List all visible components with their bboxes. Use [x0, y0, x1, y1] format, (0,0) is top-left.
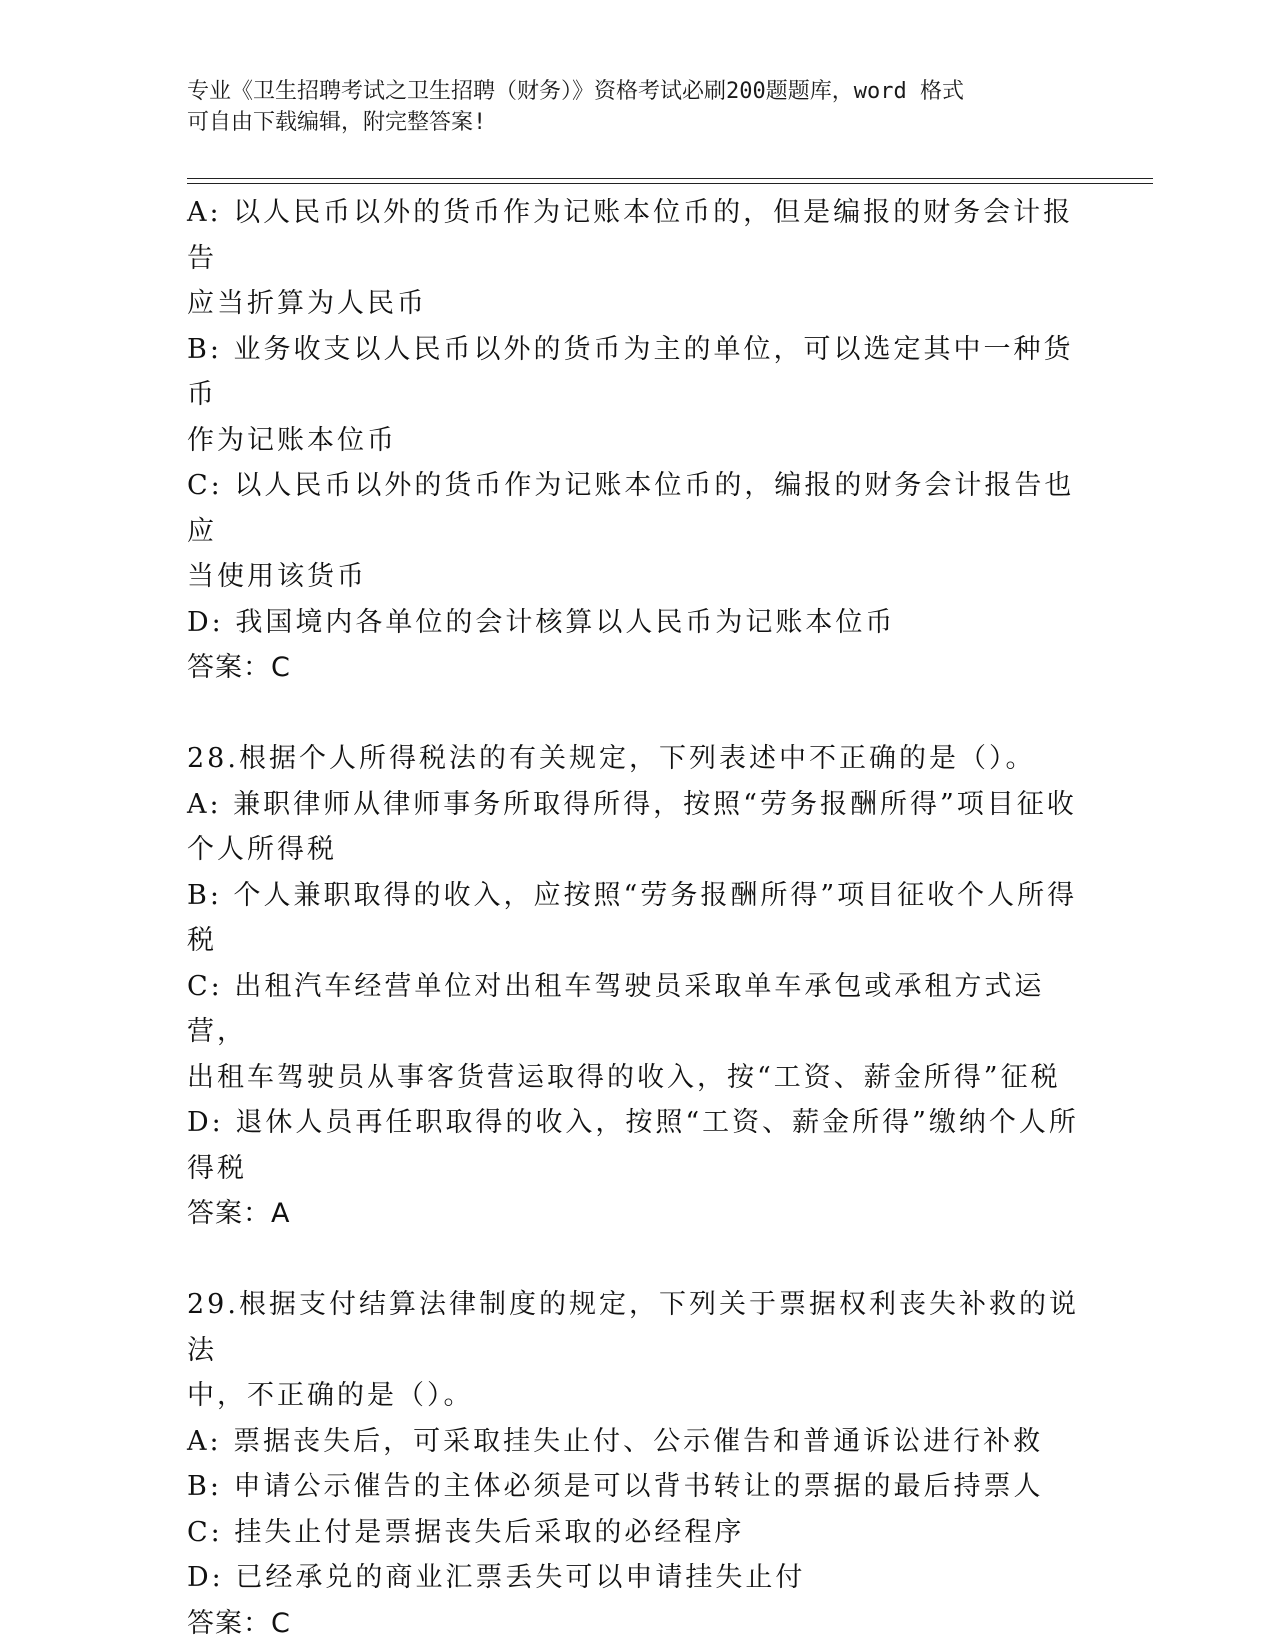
- q27-option-b-cont: 作为记账本位币: [187, 424, 397, 456]
- document-header: [187, 76, 1067, 138]
- q28-option-b: B: 个人兼职取得的收入，应按照“劳务报酬所得”项目征收个人所得: [187, 879, 1078, 911]
- q28-question: 28.根据个人所得税法的有关规定，下列表述中不正确的是（）。: [187, 743, 1036, 774]
- question-29: [187, 1282, 1087, 1646]
- q28-option-a-cont: 个人所得税: [187, 834, 337, 865]
- q28-option-b-cont: 税: [187, 925, 217, 956]
- q28-option-c: C: 出租汽车经营单位对出租车驾驶员采取单车承包或承租方式运营，: [187, 970, 1045, 1047]
- header-rule-bottom: [187, 183, 1153, 184]
- spacer: [187, 691, 1087, 737]
- q27-answer: 答案：C: [187, 652, 291, 683]
- q28-option-d-cont: 得税: [187, 1152, 247, 1184]
- header-rule-top: [187, 178, 1153, 179]
- q27-option-c: C: 以人民币以外的货币作为记账本位币的，编报的财务会计报告也应: [187, 470, 1075, 547]
- q28-option-c-cont: 出租车驾驶员从事客货营运取得的收入，按“工资、薪金所得”征税: [187, 1061, 1061, 1093]
- q29-answer: 答案：C: [187, 1607, 291, 1639]
- q29-option-a: A: 票据丧失后，可采取挂失止付、公示催告和普通诉讼进行补救: [187, 1425, 1044, 1457]
- document-body: [187, 190, 1087, 1646]
- q28-option-a: A: 兼职律师从律师事务所取得所得，按照“劳务报酬所得”项目征收: [187, 788, 1077, 820]
- q29-option-c: C: 挂失止付是票据丧失后采取的必经程序: [187, 1516, 745, 1548]
- q29-option-d: D: 已经承兑的商业汇票丢失可以申请挂失止付: [187, 1562, 806, 1593]
- q27-option-c-cont: 当使用该货币: [187, 561, 367, 592]
- spacer: [187, 1237, 1087, 1283]
- q29-option-b: B: 申请公示催告的主体必须是可以背书转让的票据的最后持票人: [187, 1471, 1044, 1502]
- q28-option-d: D: 退休人员再任职取得的收入，按照“工资、薪金所得”缴纳个人所: [187, 1107, 1079, 1138]
- header-line-2: 可自由下载编辑，附完整答案!: [187, 110, 487, 135]
- question-28: [187, 736, 1087, 1237]
- header-line-1: 专业《卫生招聘考试之卫生招聘（财务）》资格考试必刷200题题库，word 格式: [187, 79, 964, 104]
- q27-option-d: D: 我国境内各单位的会计核算以人民币为记账本位币: [187, 606, 896, 638]
- q27-option-b: B: 业务收支以人民币以外的货币为主的单位，可以选定其中一种货币: [187, 333, 1074, 410]
- question-27: [187, 190, 1087, 691]
- q28-answer: 答案：A: [187, 1198, 291, 1229]
- q29-question: 29.根据支付结算法律制度的规定，下列关于票据权利丧失补救的说法: [187, 1289, 1079, 1366]
- q29-question-cont: 中，不正确的是（）。: [187, 1380, 474, 1411]
- q27-option-a-cont: 应当折算为人民币: [187, 288, 427, 319]
- q27-option-a: A: 以人民币以外的货币作为记账本位币的，但是编报的财务会计报告: [187, 197, 1074, 274]
